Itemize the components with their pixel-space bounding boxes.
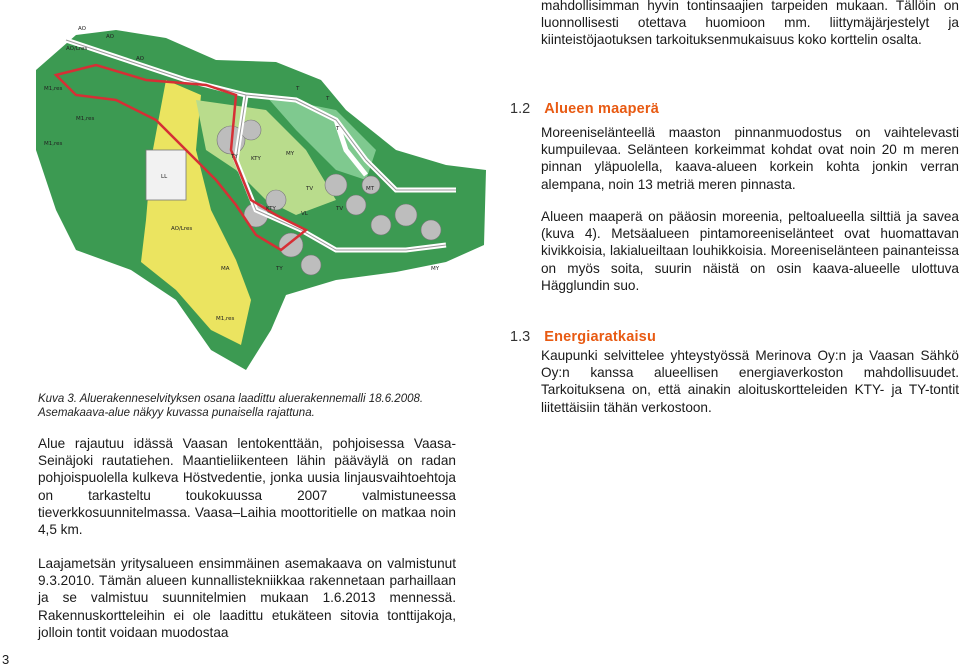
map-label: M1,res	[44, 141, 63, 147]
map-label: T	[296, 86, 300, 92]
map-label: AO/Lres	[171, 226, 193, 232]
map-label: TY	[276, 266, 283, 272]
section-number: 1.2	[510, 101, 531, 117]
caption-line-1: Kuva 3. Aluerakenneselvityksen osana laadittu aluerakennemalli 18.6.2008.	[38, 393, 424, 405]
forest-area	[36, 30, 486, 370]
map-label: VL	[301, 211, 308, 217]
map-label: T	[336, 126, 340, 132]
section-title: Energiaratkaisu	[544, 329, 657, 345]
soil-paragraph-2: Alueen maaperä on pääosin moreenia, peltoalueella silttiä ja savea (kuva 4). Metsäalueen pintamoreeniselänteet ovat huomattavan kivikkoisia, lakialueiltaan louhikkoisia. Moreeniselänteen painanteissa on myös soita, suurin näistä on osin kaava-alueelle ulottuva Hägglundin suo.	[541, 209, 959, 293]
map-label: KTY	[251, 156, 261, 162]
map-label: M1,res	[76, 116, 95, 122]
figure-caption	[38, 392, 478, 420]
section-heading-1-2	[510, 100, 659, 118]
map-label: AO	[78, 26, 86, 32]
map-label: AO	[106, 34, 114, 40]
section-title: Alueen maaperä	[544, 101, 660, 117]
map-label: LL	[161, 174, 168, 180]
energy-paragraph: Kaupunki selvittelee yhteystyössä Merinova Oy:n ja Vaasan Sähkö Oy:n kanssa alueellisen energiaverkoston mahdollisuudet. Tarkoituksena on, että ainakin aloituskortteleiden KTY- ja TY-tontit liitettäisiin tähän verkostoon.	[541, 348, 959, 415]
map-label: MY	[431, 266, 440, 272]
page-number: 3	[2, 652, 10, 667]
map-label: M1,res	[44, 86, 63, 92]
map-label: TV	[306, 186, 314, 192]
map-label: MA	[221, 266, 230, 272]
soil-paragraph-1: Moreeniselänteellä maaston pinnanmuodostus on vaihtelevasti kumpuilevaa. Selänteen korkeimmat kohdat ovat noin 20 m meren pinnan yläpuolella, kaava-alueen korkein kohta jonkin verran alempana, noin 13 metriä meren pinnasta.	[541, 125, 959, 192]
map-label: MY	[286, 151, 295, 157]
section-number: 1.3	[510, 329, 531, 345]
map-label: M1,res	[216, 316, 235, 322]
intro-text: mahdollisimman hyvin tontinsaajien tarpeiden mukaan. Tällöin on luonnollisesti otettava huomioon mm. liittymäjärjestelyt ja kiinteistöjaotuksen tarkoituksenmukaisuus koko korttelin osalta.	[541, 0, 959, 48]
plan-paragraph: Laajametsän yritysalueen ensimmäinen asemakaava on valmistunut 9.3.2010. Tämän alueen kunnallistekniikkaa rakennetaan parhaillaan ja se valmistuu suunnitelmien mukaan 1.6.2013 mennessä. Rakennuskortteleihin ei ole laadittu etukäteen sitovia tonttijakoja, jolloin tontit voidaan muodostaa	[38, 556, 456, 640]
map-label: TY	[231, 154, 238, 160]
map-label: KTY	[266, 206, 276, 212]
land-use-plan-map	[36, 0, 488, 372]
map-label: MT	[366, 186, 375, 192]
section-heading-1-3	[510, 328, 656, 346]
location-paragraph: Alue rajautuu idässä Vaasan lentokenttään, pohjoisessa Vaasa-Seinäjoki rautatiehen. Maantieliikenteen lähin pääväylä on radan pohjoispuolella kulkeva Höstvedentie, jonka uusia linjausvaihtoehtoja on tarkasteltu toukokuussa 2007 valmistuneessa tieverkkosuunnitelmassa. Vaasa–Laihia moottoritielle on matkaa noin 4,5 km.	[38, 436, 456, 538]
caption-line-2: Asemakaava-alue näkyy kuvassa punaisella rajattuna.	[38, 407, 315, 419]
map-label: AO/Lres	[66, 46, 88, 52]
map-label: AO	[136, 56, 144, 62]
map-label: TV	[336, 206, 344, 212]
map-label: T	[326, 96, 330, 102]
